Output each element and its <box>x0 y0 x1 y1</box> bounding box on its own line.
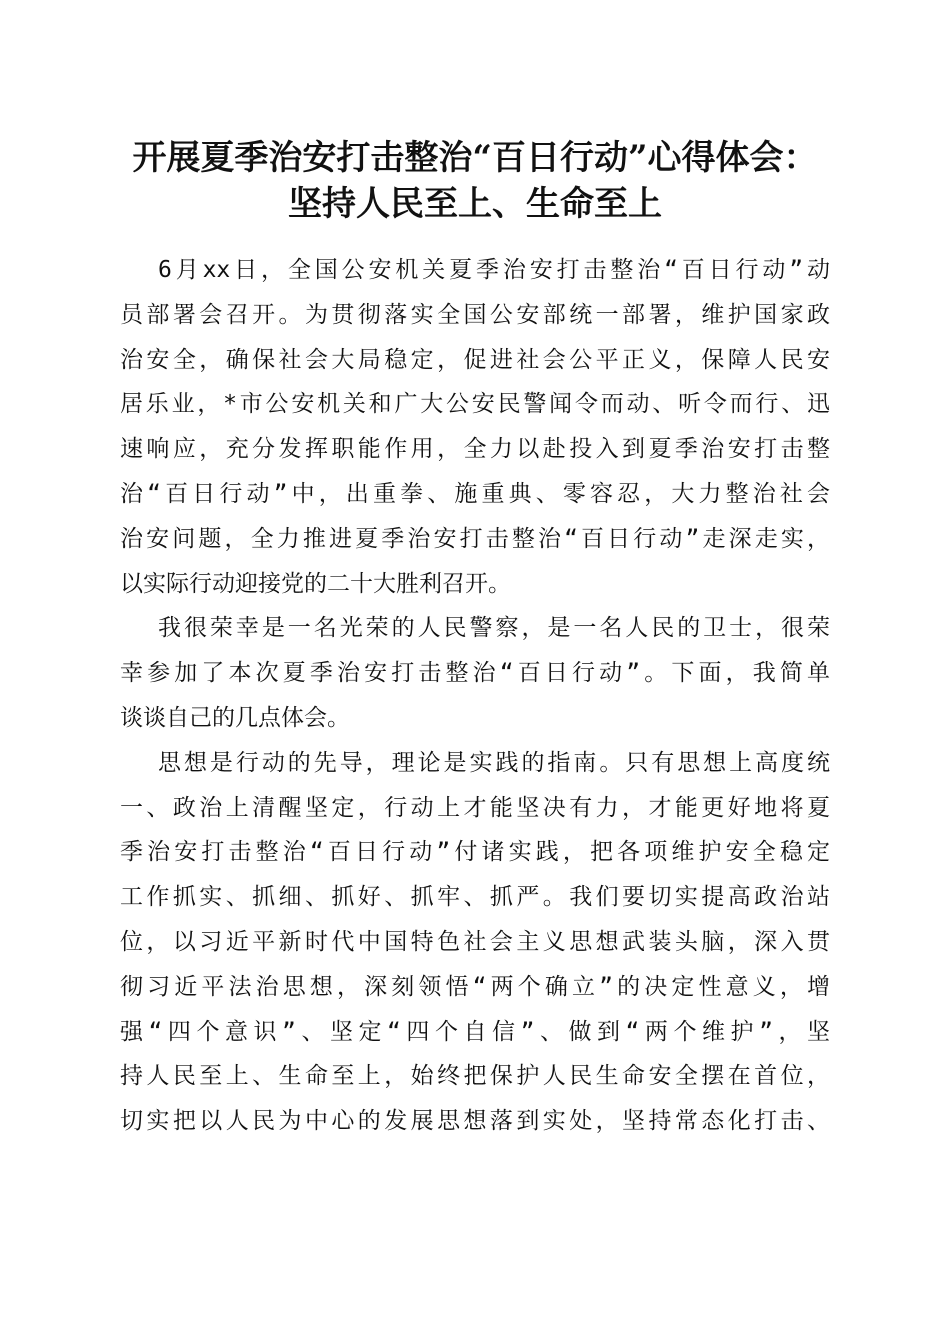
body-line: 工作抓实、抓细、抓好、抓牢、抓严。我们要切实提高政治站 <box>120 884 830 911</box>
body-line: 速响应，充分发挥职能作用，全力以赴投入到夏季治安打击整 <box>120 436 830 463</box>
body-line: 强“四个意识”、坚定“四个自信”、做到“两个维护”，坚 <box>120 1018 830 1045</box>
body-line: 切实把以人民为中心的发展思想落到实处，坚持常态化打击、 <box>120 1108 830 1135</box>
document-title-line-2: 坚持人民至上、生命至上 <box>288 184 662 224</box>
body-line: 一、政治上清醒坚定，行动上才能坚决有力，才能更好地将夏 <box>120 794 830 821</box>
document-body <box>120 248 830 1144</box>
body-line: 位，以习近平新时代中国特色社会主义思想武装头脑，深入贯 <box>120 928 830 955</box>
body-line: 居乐业，*市公安机关和广大公安民警闻令而动、听令而行、迅 <box>120 391 830 418</box>
body-line: 治安全，确保社会大局稳定，促进社会公平正义，保障人民安 <box>120 346 830 373</box>
body-line: 持人民至上、生命至上，始终把保护人民生命安全摆在首位， <box>120 1063 830 1090</box>
body-line: 彻习近平法治思想，深刻领悟“两个确立”的决定性意义，增 <box>120 973 830 1000</box>
body-line: 幸参加了本次夏季治安打击整治“百日行动”。下面，我简单 <box>120 660 830 687</box>
document-title-line-1: 开展夏季治安打击整治“百日行动”心得体会： <box>132 138 818 178</box>
body-line: 思想是行动的先导，理论是实践的指南。只有思想上高度统 <box>158 749 830 776</box>
body-line: 员部署会召开。为贯彻落实全国公安部统一部署，维护国家政 <box>120 301 830 328</box>
body-line: 治“百日行动”中，出重拳、施重典、零容忍，大力整治社会 <box>120 480 830 507</box>
body-line: 谈谈自己的几点体会。 <box>120 704 350 731</box>
body-line: 我很荣幸是一名光荣的人民警察，是一名人民的卫士，很荣 <box>158 615 830 642</box>
body-line: 以实际行动迎接党的二十大胜利召开。 <box>120 570 511 597</box>
body-line: 季治安打击整治“百日行动”付诸实践，把各项维护安全稳定 <box>120 839 830 866</box>
body-line: 6月xx日，全国公安机关夏季治安打击整治“百日行动”动 <box>158 257 830 283</box>
body-line: 治安问题，全力推进夏季治安打击整治“百日行动”走深走实， <box>120 525 830 552</box>
